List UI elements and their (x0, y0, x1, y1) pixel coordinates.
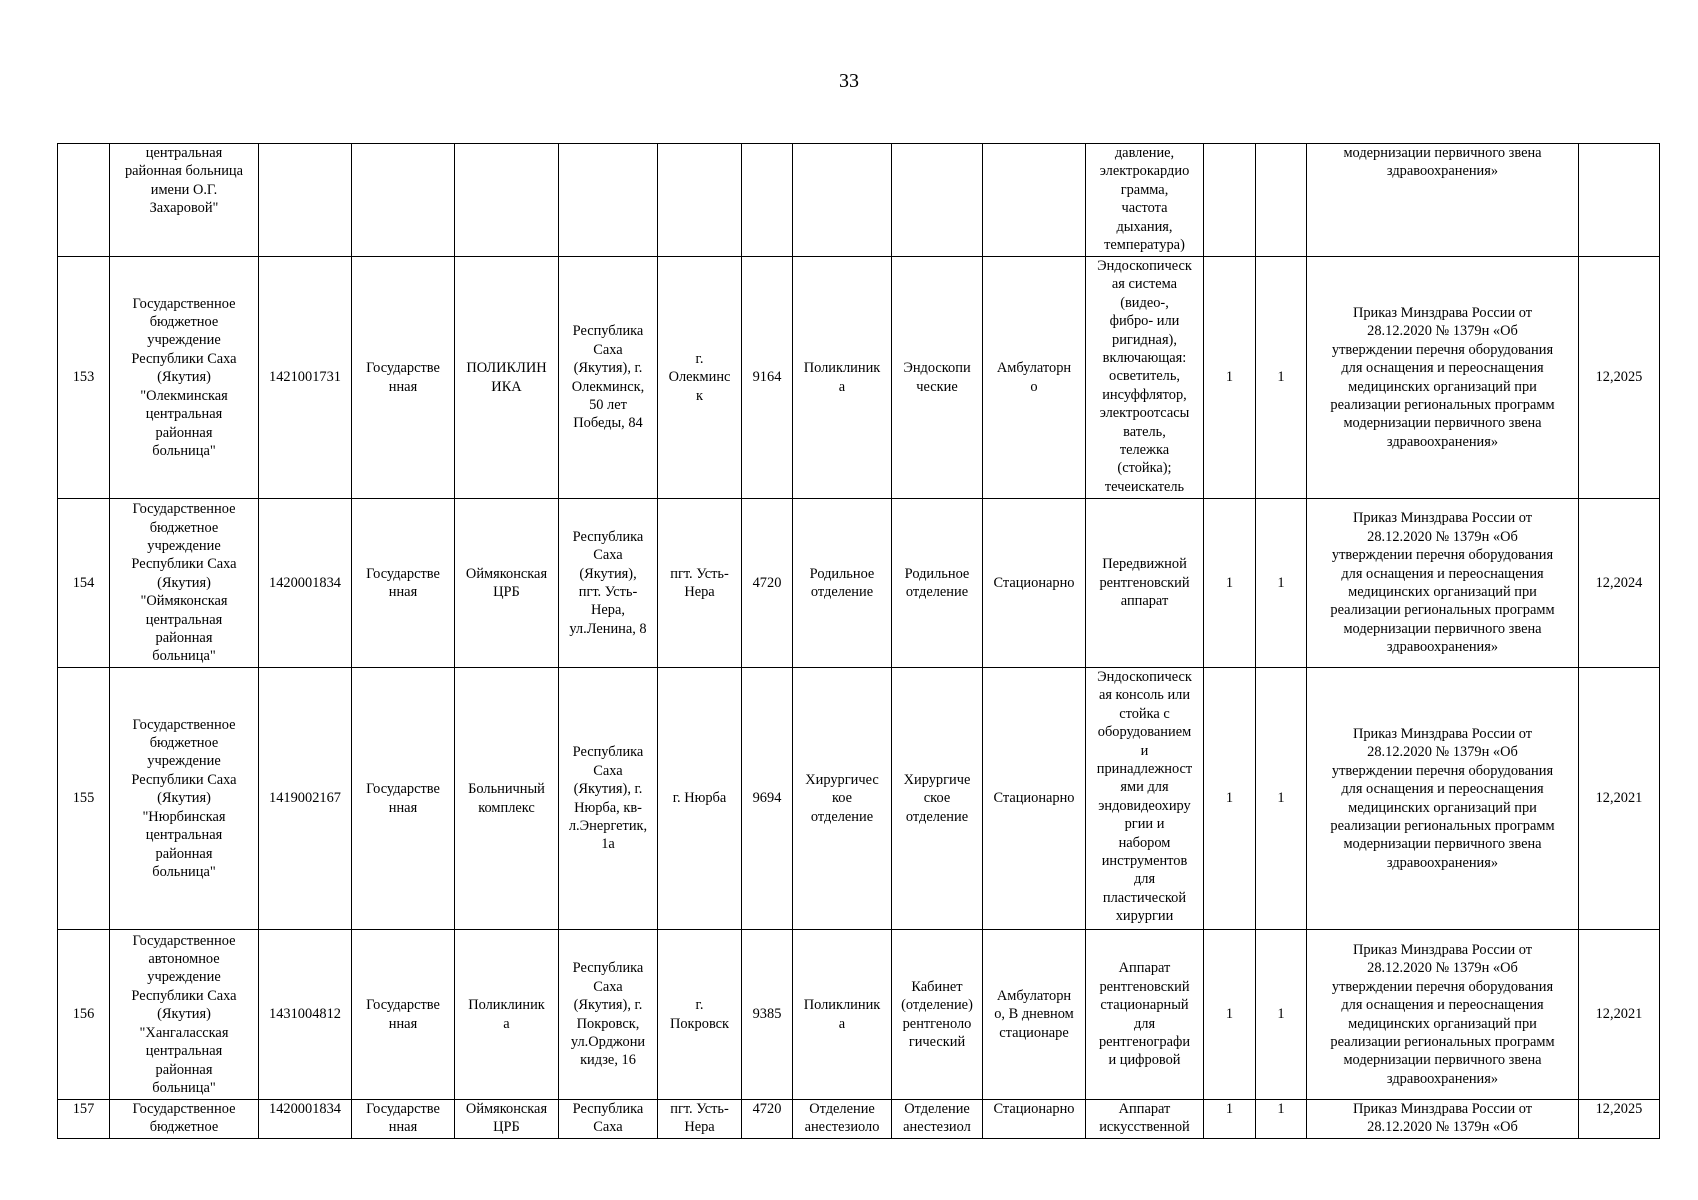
care-form: Стационарно (993, 1101, 1075, 1117)
equipment-name: Аппарат искусственной (1099, 1101, 1190, 1136)
organization-cell (110, 930, 259, 1100)
organization-cell (110, 257, 259, 499)
ownership-cell (352, 668, 455, 930)
equipment-name: Передвижной рентгеновский аппарат (1099, 556, 1190, 610)
code-cell (742, 144, 793, 257)
row-number: 157 (72, 1101, 95, 1117)
equipment-cell (1086, 1100, 1204, 1139)
care-form: Амбулаторн о, В дневном стационаре (994, 987, 1074, 1041)
quantity: 1 (1277, 574, 1285, 591)
inn-cell (259, 144, 352, 257)
inn-cell (259, 1100, 352, 1139)
legal-basis: Приказ Минздрава России от 28.12.2020 № 1379н «Об утверждении перечня оборудования для оснащения и переоснащения медицинских организаций при реализации региональных программ модернизации первичного звена здравоохранения» (1330, 725, 1555, 871)
table-row (58, 499, 1660, 668)
date: 12,2021 (1595, 790, 1643, 807)
subunit-name: Родильное отделение (904, 565, 970, 600)
organization-cell (110, 1100, 259, 1139)
inn: 1421001731 (269, 369, 341, 386)
unit-name: Поликлиник а (803, 360, 881, 395)
legal-basis: Приказ Минздрава России от 28.12.2020 № 1379н «Об утверждении перечня оборудования для оснащения и переоснащения медицинских организаций при реализации региональных программ модернизации первичного звена здравоохранения» (1330, 941, 1555, 1087)
inn: 1420001834 (269, 574, 341, 591)
unit-cell (793, 144, 892, 257)
quantity-cell (1256, 257, 1307, 499)
address-cell (559, 1100, 658, 1139)
quantity: 1 (1225, 574, 1234, 591)
row-number: 155 (72, 790, 95, 807)
organization-name: Государственное бюджетное (132, 1101, 236, 1136)
unit-cell (793, 499, 892, 668)
quantity: 1 (1225, 790, 1234, 807)
subunit-cell (892, 1100, 983, 1139)
quantity: 1 (1277, 1101, 1285, 1117)
quantity-cell (1256, 144, 1307, 257)
care-form-cell (983, 930, 1086, 1100)
locality-cell (658, 257, 742, 499)
building-cell (455, 668, 559, 930)
equipment-registry-table (57, 143, 1660, 1139)
address-cell (559, 144, 658, 257)
row-number-cell (58, 499, 110, 668)
ownership-cell (352, 257, 455, 499)
address-cell (559, 930, 658, 1100)
code-cell (742, 257, 793, 499)
quantity: 1 (1225, 369, 1234, 386)
code: 9694 (752, 790, 782, 807)
care-form-cell (983, 257, 1086, 499)
care-form-cell (983, 668, 1086, 930)
date: 12,2024 (1595, 574, 1643, 591)
address: Республика Саха (Якутия), г. Олекминск, 50 лет Победы, 84 (571, 323, 645, 432)
code-cell (742, 930, 793, 1100)
legal-basis: Приказ Минздрава России от 28.12.2020 № 1379н «Об утверждении перечня оборудования для оснащения и переоснащения медицинских организаций при реализации региональных программ модернизации первичного звена здравоохранения» (1330, 510, 1555, 656)
locality-cell (658, 1100, 742, 1139)
quantity: 1 (1277, 1006, 1285, 1023)
organization-cell (110, 668, 259, 930)
care-form: Амбулаторн о (996, 360, 1072, 395)
inn: 1419002167 (269, 790, 341, 807)
row-number-cell (58, 1100, 110, 1139)
quantity-cell (1204, 930, 1256, 1100)
quantity: 1 (1277, 369, 1285, 386)
building-cell (455, 499, 559, 668)
table-row (58, 930, 1660, 1100)
building-name: ПОЛИКЛИН ИКА (466, 360, 547, 395)
building-cell (455, 257, 559, 499)
ownership-form: Государстве нная (366, 360, 440, 395)
equipment-cell (1086, 144, 1204, 257)
page-number: 33 (839, 70, 859, 92)
row-number: 153 (72, 369, 95, 386)
inn: 1420001834 (269, 1101, 341, 1117)
ownership-form: Государстве нная (366, 781, 440, 816)
inn: 1431004812 (269, 1006, 341, 1023)
building-name: Оймяконская ЦРБ (465, 1101, 548, 1136)
basis-cell (1307, 1100, 1579, 1139)
equipment-cell (1086, 499, 1204, 668)
locality-cell (658, 930, 742, 1100)
date-cell (1579, 930, 1660, 1100)
ownership-form: Государстве нная (366, 565, 440, 600)
code-cell (742, 499, 793, 668)
subunit-cell (892, 499, 983, 668)
quantity-cell (1204, 144, 1256, 257)
quantity-cell (1204, 499, 1256, 668)
inn-cell (259, 499, 352, 668)
code-cell (742, 1100, 793, 1139)
ownership-cell (352, 930, 455, 1100)
address: Республика Саха (Якутия), г. Нюрба, кв- л.Энергетик, 1а (568, 744, 648, 853)
code: 9164 (752, 369, 782, 386)
code: 4720 (752, 574, 782, 591)
quantity-cell (1204, 668, 1256, 930)
quantity-cell (1256, 1100, 1307, 1139)
inn-cell (259, 257, 352, 499)
quantity: 1 (1225, 1101, 1234, 1117)
subunit-name: Эндоскопи ческие (903, 360, 971, 395)
building-name: Оймяконская ЦРБ (465, 565, 548, 600)
table-row (58, 144, 1660, 257)
building-cell (455, 144, 559, 257)
care-form-cell (983, 1100, 1086, 1139)
care-form-cell (983, 499, 1086, 668)
ownership-cell (352, 144, 455, 257)
quantity-cell (1204, 1100, 1256, 1139)
basis-cell (1307, 499, 1579, 668)
row-number-cell (58, 930, 110, 1100)
code-cell (742, 668, 793, 930)
row-number: 156 (72, 1006, 95, 1023)
address-cell (559, 257, 658, 499)
basis-cell (1307, 144, 1579, 257)
row-number-cell (58, 257, 110, 499)
equipment-name: Аппарат рентгеновский стационарный для рентгенографи и цифровой (1098, 960, 1191, 1069)
ownership-cell (352, 1100, 455, 1139)
equipment-name: давление, электрокардио грамма, частота дыхания, температура) (1099, 145, 1190, 254)
unit-cell (793, 1100, 892, 1139)
table-row (58, 257, 1660, 499)
locality: г. Олекминс к (668, 350, 731, 404)
building-cell (455, 930, 559, 1100)
care-form-cell (983, 144, 1086, 257)
building-name: Поликлиник а (468, 997, 545, 1032)
inn-cell (259, 930, 352, 1100)
row-number: 154 (72, 574, 95, 591)
locality: пгт. Усть- Нера (670, 565, 729, 600)
unit-name: Поликлиник а (803, 997, 881, 1032)
ownership-form: Государстве нная (366, 1101, 440, 1136)
organization-name: Государственное автономное учреждение Республики Саха (Якутия) "Хангаласская центральная районная больница" (131, 932, 237, 1096)
address: Республика Саха (Якутия), г. Покровск, ул.Орджони кидзе, 16 (570, 960, 646, 1069)
address-cell (559, 668, 658, 930)
date-cell (1579, 499, 1660, 668)
quantity-cell (1204, 257, 1256, 499)
subunit-cell (892, 144, 983, 257)
quantity-cell (1256, 668, 1307, 930)
quantity-cell (1256, 499, 1307, 668)
date: 12,2025 (1595, 1101, 1643, 1117)
organization-name: Государственное бюджетное учреждение Республики Саха (Якутия) "Нюрбинская центральная районная больница" (131, 716, 237, 880)
code: 9385 (752, 1006, 782, 1023)
locality: г. Покровск (669, 997, 730, 1032)
organization-cell (110, 144, 259, 257)
subunit-cell (892, 668, 983, 930)
organization-cell (110, 499, 259, 668)
subunit-name: Хирургиче ское отделение (903, 771, 971, 825)
quantity: 1 (1277, 790, 1285, 807)
organization-name: центральная районная больница имени О.Г. Захаровой" (124, 145, 244, 217)
equipment-cell (1086, 930, 1204, 1100)
basis-cell (1307, 930, 1579, 1100)
ownership-cell (352, 499, 455, 668)
unit-name: Хирургичес кое отделение (805, 771, 879, 825)
building-name: Больничный комплекс (468, 781, 545, 816)
subunit-name: Кабинет (отделение) рентгеноло гический (901, 978, 973, 1050)
organization-name: Государственное бюджетное учреждение Республики Саха (Якутия) "Олекминская центральная районная больница" (131, 295, 237, 459)
building-cell (455, 1100, 559, 1139)
unit-name: Отделение анестезиоло (804, 1101, 880, 1136)
locality-cell (658, 144, 742, 257)
locality-cell (658, 668, 742, 930)
table-row (58, 1100, 1660, 1139)
date-cell (1579, 144, 1660, 257)
unit-cell (793, 668, 892, 930)
equipment-cell (1086, 668, 1204, 930)
subunit-cell (892, 930, 983, 1100)
address: Республика Саха (572, 1101, 644, 1136)
quantity: 1 (1225, 1006, 1234, 1023)
unit-cell (793, 930, 892, 1100)
registry-body (58, 144, 1660, 1139)
address-cell (559, 499, 658, 668)
address: Республика Саха (Якутия), пгт. Усть- Нера, ул.Ленина, 8 (569, 528, 647, 637)
unit-cell (793, 257, 892, 499)
subunit-cell (892, 257, 983, 499)
legal-basis: модернизации первичного звена здравоохранения» (1343, 145, 1542, 180)
date: 12,2025 (1595, 369, 1643, 386)
basis-cell (1307, 257, 1579, 499)
quantity-cell (1256, 930, 1307, 1100)
date: 12,2021 (1595, 1006, 1643, 1023)
equipment-name: Эндоскопическ ая система (видео-, фибро- или ригидная), включающая: осветитель, инсуффлятор, электроотсасы ватель, тележка (стойка); течеискатель (1097, 258, 1192, 495)
locality-cell (658, 499, 742, 668)
legal-basis: Приказ Минздрава России от 28.12.2020 № 1379н «Об (1352, 1101, 1533, 1136)
locality: г. Нюрба (672, 790, 727, 807)
equipment-cell (1086, 257, 1204, 499)
row-number-cell (58, 668, 110, 930)
organization-name: Государственное бюджетное учреждение Республики Саха (Якутия) "Оймяконская центральная районная больница" (131, 501, 237, 665)
row-number-cell (58, 144, 110, 257)
date-cell (1579, 1100, 1660, 1139)
care-form: Стационарно (993, 574, 1075, 591)
code: 4720 (752, 1101, 782, 1117)
care-form: Стационарно (993, 790, 1075, 807)
inn-cell (259, 668, 352, 930)
table-row (58, 668, 1660, 930)
basis-cell (1307, 668, 1579, 930)
locality: пгт. Усть- Нера (670, 1101, 729, 1136)
subunit-name: Отделение анестезиол (903, 1101, 971, 1136)
equipment-name: Эндоскопическ ая консоль или стойка с оборудованием и принадлежност ями для эндовидеохиру ргии и набором инструментов для пластической хирургии (1096, 669, 1193, 925)
unit-name: Родильное отделение (809, 565, 875, 600)
date-cell (1579, 257, 1660, 499)
legal-basis: Приказ Минздрава России от 28.12.2020 № 1379н «Об утверждении перечня оборудования для оснащения и переоснащения медицинских организаций при реализации региональных программ модернизации первичного звена здравоохранения» (1330, 304, 1555, 450)
date-cell (1579, 668, 1660, 930)
ownership-form: Государстве нная (366, 997, 440, 1032)
